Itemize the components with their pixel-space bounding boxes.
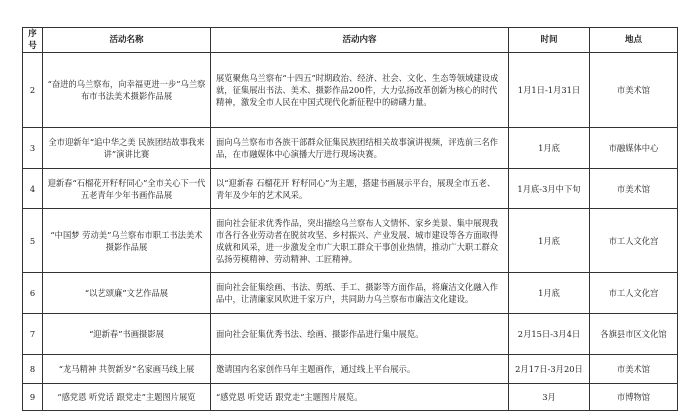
cell-name: “以艺颂廉”文艺作品展	[43, 273, 211, 314]
cell-time: 1月底	[509, 128, 590, 169]
cell-time: 2月15日-3月4日	[509, 314, 590, 355]
cell-content: 面向乌兰察布市各族干部群众征集民族团结相关故事演讲视频，评选前三名作品，在市融媒体中心演播大厅进行现场决赛。	[211, 128, 509, 169]
table-header-row	[23, 28, 678, 53]
cell-time: 1月1日-1月31日	[509, 53, 590, 128]
cell-no: 5	[23, 209, 43, 273]
cell-place: 市工人文化宫	[590, 273, 678, 314]
cell-time: 1月底	[509, 273, 590, 314]
cell-no: 8	[23, 355, 43, 384]
cell-content: 展览聚焦乌兰察布“十四五”时期政治、经济、社会、文化、生态等领域建设成就，征集展出书法、美术、摄影作品200件，大力弘扬改革创新为核心的时代精神，激发全市人民在中国式现代化新征程中的磅礴力量。	[211, 53, 509, 128]
table-row	[23, 355, 678, 384]
cell-name: 迎新春“石榴花开籽籽同心”全市关心下一代五老青年少年书画作品展	[43, 169, 211, 209]
table-row	[23, 53, 678, 128]
cell-place: 市美术馆	[590, 169, 678, 209]
cell-content: 面向社会征求优秀作品，突出描绘乌兰察布人文情怀、家乡美景、集中展现我市各行各业劳动者在脱贫攻坚、乡村振兴、产业发展、城市建设等各方面取得成就和风采，进一步激发全市广大职工群众干事创业热情，推动广大职工群众弘扬劳模精神、劳动精神、工匠精神。	[211, 209, 509, 273]
activity-schedule-sheet	[22, 27, 677, 411]
header-time: 时间	[509, 28, 590, 53]
cell-no: 7	[23, 314, 43, 355]
cell-time: 2月17日-3月20日	[509, 355, 590, 384]
cell-name: “感党恩 听党话 跟党走”主题图片展览	[43, 384, 211, 411]
cell-place: 市工人文化宫	[590, 209, 678, 273]
header-place: 地点	[590, 28, 678, 53]
cell-no: 9	[23, 384, 43, 411]
cell-place: 各旗县市区文化馆	[590, 314, 678, 355]
cell-time: 3月	[509, 384, 590, 411]
cell-place: 市美术馆	[590, 53, 678, 128]
table-row	[23, 169, 678, 209]
cell-no: 2	[23, 53, 43, 128]
table-row	[23, 128, 678, 169]
cell-place: 市融媒体中心	[590, 128, 678, 169]
cell-place: 市美术馆	[590, 355, 678, 384]
cell-no: 4	[23, 169, 43, 209]
cell-content: 邀请国内名家创作马年主题画作，通过线上平台展示。	[211, 355, 509, 384]
table-row	[23, 209, 678, 273]
cell-content: “感党恩 听党话 跟党走”主题图片展览。	[211, 384, 509, 411]
table-row	[23, 384, 678, 411]
cell-name: 全市迎新年“追中华之美 民族团结故事我来讲”演讲比赛	[43, 128, 211, 169]
cell-name: “中国梦 劳动美”乌兰察布市职工书法美术摄影作品展	[43, 209, 211, 273]
cell-name: “迎新春”书画摄影展	[43, 314, 211, 355]
cell-content: 以“迎新春 石榴花开 籽籽同心”为主题，搭建书画展示平台，展现全市五老、青年及少年的艺术风采。	[211, 169, 509, 209]
header-name: 活动名称	[43, 28, 211, 53]
cell-no: 6	[23, 273, 43, 314]
cell-no: 3	[23, 128, 43, 169]
cell-name: “奋进的乌兰察布，向幸福更进一步”乌兰察布市书法美术摄影作品展	[43, 53, 211, 128]
table-row	[23, 273, 678, 314]
header-no: 序号	[23, 28, 43, 53]
header-content: 活动内容	[211, 28, 509, 53]
cell-content: 面向社会征集绘画、书法、剪纸、手工、摄影等方面作品，将廉洁文化融入作品中，让清廉家风吹进千家万户，共同助力乌兰察布市廉洁文化建设。	[211, 273, 509, 314]
cell-time: 1月底-3月中下旬	[509, 169, 590, 209]
activity-table	[22, 27, 678, 411]
table-row	[23, 314, 678, 355]
cell-name: “龙马精神 共贺新岁”名家画马线上展	[43, 355, 211, 384]
cell-place: 市博物馆	[590, 384, 678, 411]
cell-time: 1月底	[509, 209, 590, 273]
cell-content: 面向社会征集优秀书法、绘画、摄影作品进行集中展览。	[211, 314, 509, 355]
